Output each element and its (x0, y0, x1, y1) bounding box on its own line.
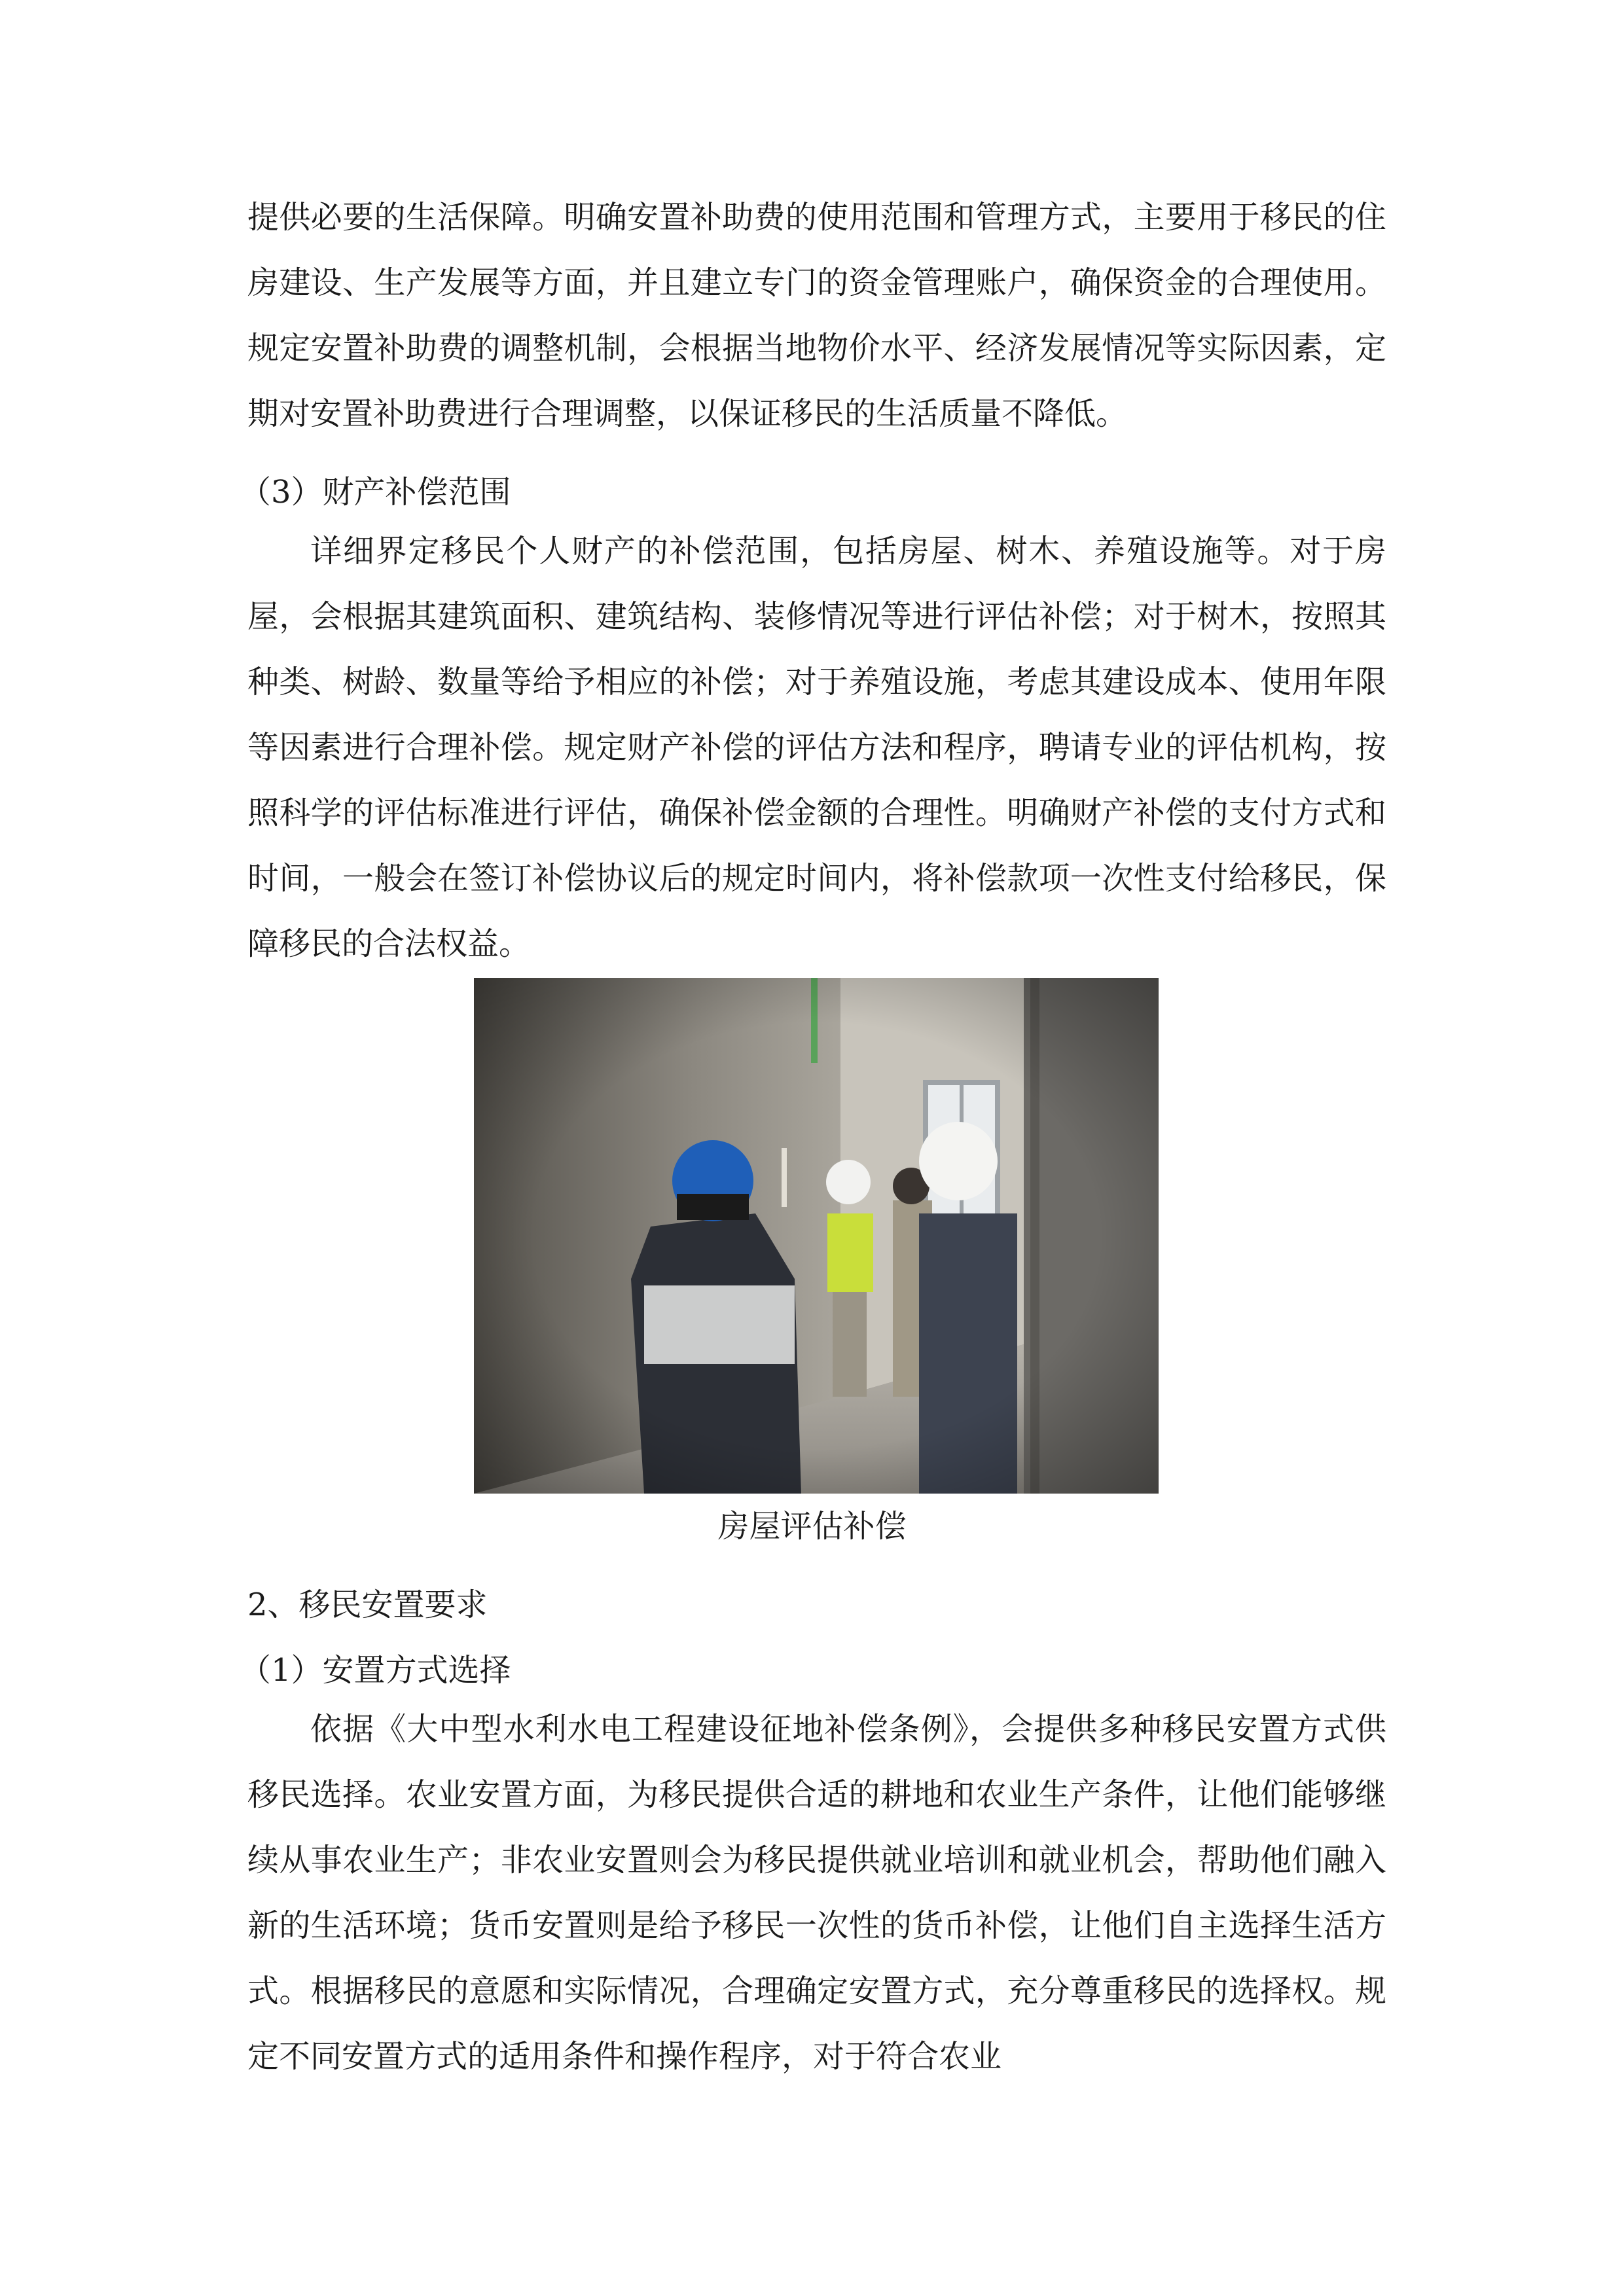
house-assessment-photo (474, 978, 1159, 1494)
paragraph-property-compensation: 详细界定移民个人财产的补偿范围，包括房屋、树木、养殖设施等。对于房屋，会根据其建筑面积、建筑结构、装修情况等进行评估补偿；对于树木，按照其种类、树龄、数量等给予相应的补偿；对于养殖设施，考虑其建设成本、使用年限等因素进行合理补偿。规定财产补偿的评估方法和程序，聘请专业的评估机构，按照科学的评估标准进行评估，确保补偿金额的合理性。明确财产补偿的支付方式和时间，一般会在签订补偿协议后的规定时间内，将补偿款项一次性支付给移民，保障移民的合法权益。 (247, 533, 1386, 962)
paragraph-subsidy: 提供必要的生活保障。明确安置补助费的使用范围和管理方式，主要用于移民的住房建设、生产发展等方面，并且建立专门的资金管理账户，确保资金的合理使用。规定安置补助费的调整机制，会根据当地物价水平、经济发展情况等实际因素，定期对安置补助费进行合理调整，以保证移民的生活质量不降低。 (247, 199, 1386, 432)
paragraph-resettlement-method: 依据《大中型水利水电工程建设征地补偿条例》，会提供多种移民安置方式供移民选择。农业安置方面，为移民提供合适的耕地和农业生产条件，让他们能够继续从事农业生产；非农业安置则会为移民提供就业培训和就业机会，帮助他们融入新的生活环境；货币安置则是给予移民一次性的货币补偿，让他们自主选择生活方式。根据移民的意愿和实际情况，合理确定安置方式，充分尊重移民的选择权。规定不同安置方式的适用条件和操作程序，对于符合农业 (247, 1711, 1386, 2075)
heading-resettlement-method: （1）安置方式选择 (240, 1652, 511, 1689)
photo-caption: 房屋评估补偿 (717, 1508, 907, 1545)
heading-property-compensation-scope: （3）财产补偿范围 (240, 474, 511, 511)
heading-resettlement-requirements: 2、移民安置要求 (247, 1587, 488, 1623)
